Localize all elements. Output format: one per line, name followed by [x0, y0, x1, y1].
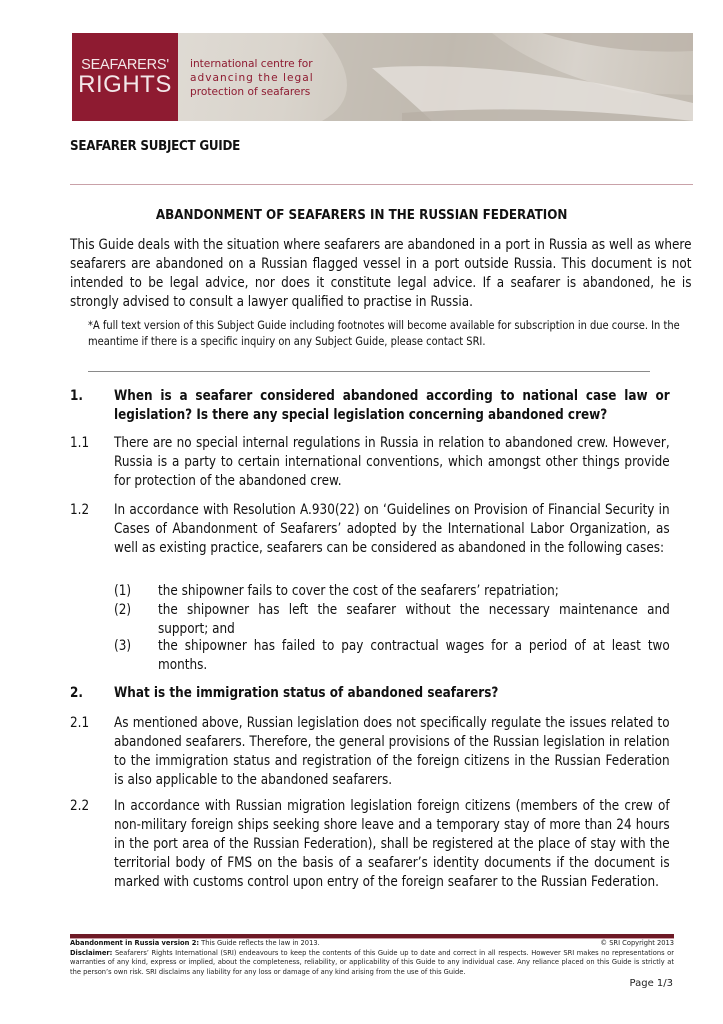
page-number: Page 1/3: [629, 978, 673, 989]
logo-line-2: RIGHTS: [78, 70, 172, 98]
disclaimer-text: Seafarers’ Rights International (SRI) endeavours to keep the contents of this Guide up to date and correct in all respects. However SRI makes no representations or warranties of any kind, express or implied, about the completeness, reliability, or applicability of this Guide to any individual case. Any reliance placed on this Guide is strictly at the person’s own risk. SRI disclaims any liability for any loss or damage of any kind arising from the use of this Guide.: [70, 948, 674, 976]
divider: [70, 184, 693, 185]
tagline-line-1: international centre for: [190, 58, 313, 70]
tagline: [190, 57, 314, 99]
list-marker: (2): [114, 602, 132, 618]
note-text: *A full text version of this Subject Guide including footnotes will become available for subscription in due course. In the meantime if there is a specific inquiry on any Subject Guide, please contact SRI.: [88, 318, 680, 348]
logo: [72, 33, 178, 121]
paragraph-number: 2.2: [70, 798, 90, 814]
list-item: the shipowner has left the seafarer without the necessary maintenance and support; and: [158, 602, 670, 637]
intro-paragraph: [70, 236, 693, 312]
disclaimer: [70, 949, 674, 978]
subscription-note: [88, 317, 688, 349]
intro-text: This Guide deals with the situation where seafarers are abandoned in a port in Russia as well as where seafarers are abandoned on a Russian flagged vessel in a port outside Russia. This document is not intended to be legal advice, nor does it constitute legal advice. If a seafarer is abandoned, he is strongly advised to consult a lawyer qualified to practise in Russia.: [70, 237, 692, 310]
footer-version-line: [70, 939, 674, 949]
section-heading: What is the immigration status of abandoned seafarers?: [114, 685, 499, 701]
section-heading: When is a seafarer considered abandoned according to national case law or legislation? Is there any special legislation concerning abandoned crew?: [114, 388, 670, 423]
tagline-line-2: advancing the legal: [190, 72, 314, 84]
guide-label: SEAFARER SUBJECT GUIDE: [70, 139, 241, 154]
header-banner: [72, 33, 693, 121]
section-number: 2.: [70, 685, 83, 701]
paragraph-number: 1.1: [70, 435, 90, 451]
page-title: [0, 208, 723, 223]
paragraph-1-2: In accordance with Resolution A.930(22) on ‘Guidelines on Provision of Financial Security in Cases of Abandonment of Seafarers’ adopted by the International Labor Organization, as well as existing practice, seafarers can be considered as abandoned in the following cases:: [114, 502, 670, 556]
logo-line-1: SEAFARERS': [81, 56, 169, 73]
footer: [70, 939, 674, 977]
paragraph-2-1: As mentioned above, Russian legislation does not specifically regulate the issues related to abandoned seafarers. Therefore, the general provisions of the Russian legislation in relation to the immigration status and registration of the foreign citizens in the Russian Federation is also applicable to the abandoned seafarers.: [114, 715, 670, 788]
list-marker: (1): [114, 583, 132, 599]
list-item: the shipowner fails to cover the cost of the seafarers’ repatriation;: [158, 583, 559, 599]
section-number: 1.: [70, 388, 83, 404]
copyright: © SRI Copyright 2013: [600, 939, 674, 947]
version-label: Abandonment in Russia version 2:: [70, 939, 200, 947]
paragraph-1-1: There are no special internal regulations in Russia in relation to abandoned crew. However, Russia is a party to certain international conventions, which amongst other things provide for protection of the abandoned crew.: [114, 435, 670, 489]
paragraph-number: 1.2: [70, 502, 90, 518]
page-title-text: ABANDONMENT OF SEAFARERS IN THE RUSSIAN FEDERATION: [155, 208, 568, 223]
paragraph-2-2: In accordance with Russian migration legislation foreign citizens (members of the crew of non-military foreign ships seeking shore leave and a temporary stay of more than 24 hours in the port area of the Russian Federation), shall be registered at the place of stay with the territorial body of FMS on the basis of a seafarer’s identity documents if the document is marked with customs control upon entry of the foreign seafarer to the Russian Federation.: [114, 798, 670, 890]
version-text: This Guide reflects the law in 2013.: [199, 939, 320, 947]
list-marker: (3): [114, 638, 132, 654]
tagline-line-3: protection of seafarers: [190, 86, 311, 98]
paragraph-number: 2.1: [70, 715, 90, 731]
list-item: the shipowner has failed to pay contractual wages for a period of at least two months.: [158, 638, 670, 673]
disclaimer-label: Disclaimer:: [70, 948, 113, 957]
divider: [88, 371, 650, 372]
